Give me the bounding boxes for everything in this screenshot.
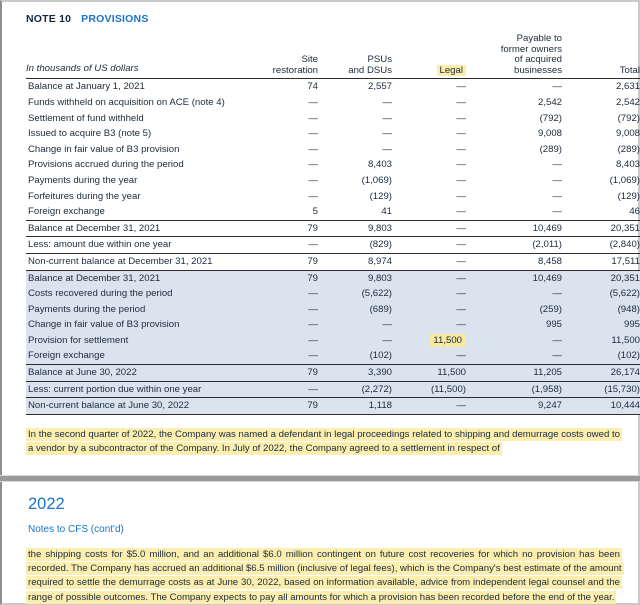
row-value: 10,469: [466, 220, 562, 237]
row-label: Funds withheld on acquisition on ACE (note 4): [28, 96, 225, 108]
year-label: 2022: [28, 495, 65, 513]
column-header-line: Payable to: [516, 33, 562, 44]
legal-proceedings-paragraph: [26, 428, 622, 456]
row-label: Balance at January 1, 2021: [26, 79, 244, 95]
row-value: —: [456, 206, 466, 218]
note-number: NOTE 10: [26, 13, 72, 25]
row-value: 17,511: [562, 253, 640, 270]
row-label: Provision for settlement: [26, 333, 244, 349]
row-label: Foreign exchange: [28, 206, 105, 218]
row-value: 2,542: [537, 96, 562, 108]
row-value: 5: [312, 206, 318, 218]
row-value: 11,500: [562, 333, 640, 349]
row-label: Less: current portion due within one year: [26, 381, 244, 398]
row-label: Costs recovered during the period: [26, 286, 244, 302]
row-value: (289): [617, 143, 640, 155]
row-value: —: [244, 333, 318, 349]
document-page-2: [0, 482, 640, 605]
row-value: 9,803: [318, 270, 392, 286]
row-value: —: [552, 206, 562, 218]
table-row: [26, 365, 640, 382]
row-value: —: [308, 143, 318, 155]
row-value: 11,205: [466, 365, 562, 382]
row-label: Non-current balance at June 30, 2022: [26, 398, 244, 415]
column-header-line: of acquired: [514, 54, 562, 66]
row-label: Payments during the year: [28, 174, 138, 186]
row-value: —: [392, 220, 466, 237]
row-value: 8,403: [367, 159, 392, 171]
row-value: (792): [539, 112, 562, 124]
row-value: 46: [629, 206, 640, 218]
row-value: —: [392, 270, 466, 286]
row-value: 41: [381, 206, 392, 218]
table-row: [26, 253, 640, 270]
row-value: (1,069): [361, 174, 392, 186]
row-value: —: [552, 159, 562, 171]
row-value: —: [456, 143, 466, 155]
table-row: [26, 237, 640, 254]
row-value: —: [466, 348, 562, 364]
note-title: PROVISIONS: [81, 13, 149, 25]
row-value: —: [382, 96, 392, 108]
row-value: —: [308, 96, 318, 108]
table-row: [26, 189, 640, 205]
row-label: Issued to acquire B3 (note 5): [28, 128, 152, 140]
table-row: [26, 333, 640, 349]
table-row: [26, 111, 640, 127]
column-header-total: [562, 34, 640, 79]
row-value: —: [466, 286, 562, 302]
row-value: —: [392, 302, 466, 318]
row-value: —: [318, 317, 392, 333]
row-value: (2,272): [318, 381, 392, 398]
table-row: [26, 270, 640, 286]
column-header-line: Total: [619, 64, 640, 76]
legal-header-highlight: Legal: [437, 65, 466, 76]
row-value: (129): [369, 190, 392, 202]
row-label: Balance at June 30, 2022: [26, 365, 244, 382]
row-value: —: [308, 159, 318, 171]
row-value: [392, 333, 466, 349]
row-value: —: [308, 112, 318, 124]
table-row: [26, 317, 640, 333]
row-value: —: [456, 112, 466, 124]
row-value: 9,008: [615, 128, 640, 140]
row-value: —: [392, 79, 466, 95]
row-value: 20,351: [562, 270, 640, 286]
row-value: 1,118: [318, 398, 392, 415]
row-value: (15,730): [562, 381, 640, 398]
column-header-legal: [392, 34, 466, 79]
row-value: —: [552, 174, 562, 186]
row-value: (289): [539, 143, 562, 155]
row-label: Change in fair value of B3 provision: [28, 143, 180, 155]
row-value: 9,803: [318, 220, 392, 237]
row-value: (102): [318, 348, 392, 364]
row-label: Settlement of fund withheld: [28, 112, 144, 124]
paragraph-highlight: In the second quarter of 2022, the Company was named a defendant in legal proceedings related to shipping and demurrage costs owed to a vendor by a subcontractor of the Company. In July of 2022, the Company agreed to a settlement in respect of: [28, 428, 620, 455]
row-value: —: [392, 317, 466, 333]
table-header: [26, 34, 640, 79]
table-row: [26, 126, 640, 142]
column-header-payable: [466, 34, 562, 79]
column-header-line: and DSUs: [348, 64, 392, 76]
row-value: (102): [562, 348, 640, 364]
row-label: Less: amount due within one year: [26, 237, 244, 254]
column-header-line: [392, 66, 466, 77]
row-value: 79: [244, 365, 318, 382]
table-row: [26, 204, 640, 220]
table-row: [26, 157, 640, 173]
row-value: (689): [318, 302, 392, 318]
row-value: —: [392, 237, 466, 254]
row-value: 8,403: [615, 159, 640, 171]
row-value: 9,247: [466, 398, 562, 415]
table-row: [26, 95, 640, 111]
row-value: —: [382, 112, 392, 124]
row-value: —: [392, 253, 466, 270]
row-value: —: [392, 286, 466, 302]
settlement-details-paragraph: [26, 548, 622, 605]
column-header-line: Site: [301, 54, 318, 66]
row-value: 10,469: [466, 270, 562, 286]
table-row: [26, 286, 640, 302]
row-value: 8,974: [318, 253, 392, 270]
row-value: 2,631: [562, 79, 640, 95]
row-value: —: [244, 286, 318, 302]
row-value: 20,351: [562, 220, 640, 237]
note-heading: [26, 2, 622, 25]
row-value: (2,840): [562, 237, 640, 254]
row-value: 79: [244, 220, 318, 237]
row-value: —: [456, 174, 466, 186]
row-value: (792): [617, 112, 640, 124]
row-value: (259): [466, 302, 562, 318]
row-value: 8,458: [466, 253, 562, 270]
table-row: [26, 220, 640, 237]
row-value: —: [552, 190, 562, 202]
row-value: —: [392, 398, 466, 415]
row-value: 26,174: [562, 365, 640, 382]
row-value: 995: [562, 317, 640, 333]
column-header-line: former owners: [500, 43, 562, 55]
table-row: [26, 381, 640, 398]
row-value: 79: [244, 270, 318, 286]
row-value: —: [466, 333, 562, 349]
row-value: 10,444: [562, 398, 640, 415]
row-label: Foreign exchange: [26, 348, 244, 364]
notes-continued-label: Notes to CFS (cont'd): [28, 524, 124, 535]
units-label: In thousands of US dollars: [26, 34, 244, 79]
row-label: Provisions accrued during the period: [28, 159, 184, 171]
table-row: [26, 348, 640, 364]
table-row: [26, 173, 640, 189]
row-value: —: [456, 159, 466, 171]
row-value: —: [244, 348, 318, 364]
provisions-table: [26, 34, 640, 415]
row-value: 11,500: [392, 365, 466, 382]
row-value: —: [318, 333, 392, 349]
row-value: —: [382, 143, 392, 155]
row-value: 2,557: [318, 79, 392, 95]
row-value: —: [456, 128, 466, 140]
table-row: [26, 79, 640, 95]
row-label: Non-current balance at December 31, 2021: [26, 253, 244, 270]
row-value: —: [244, 381, 318, 398]
table-row: [26, 398, 640, 415]
row-value: —: [382, 128, 392, 140]
row-value: 9,008: [537, 128, 562, 140]
paragraph-highlight: the shipping costs for $5.0 million, and an additional $6.0 million contingent on future cost recoveries for which no provision has been recorded. The Company has accrued an additional $6.5 million (inclusive of legal fees), which is the Company's best estimate of the amount required to settle the demurrage costs as at June 30, 2022, based on information available, advice from independent legal counsel and the range of possible outcomes. The Company expects to pay all amounts for which a provision has been recorded before the end of the year.: [28, 549, 622, 603]
row-value: —: [308, 128, 318, 140]
row-value: —: [456, 190, 466, 202]
row-value: —: [456, 96, 466, 108]
row-value: (829): [318, 237, 392, 254]
row-value: 995: [466, 317, 562, 333]
row-value: (5,622): [318, 286, 392, 302]
value-highlight: 11,500: [429, 334, 466, 347]
row-value: (1,069): [609, 174, 640, 186]
column-header-site: [244, 34, 318, 79]
row-value: 79: [244, 398, 318, 415]
row-label: Balance at December 31, 2021: [26, 270, 244, 286]
row-label: Forfeitures during the year: [28, 190, 141, 202]
table-row: [26, 142, 640, 158]
table-header-row: [26, 34, 640, 79]
row-value: —: [308, 190, 318, 202]
row-value: (1,958): [466, 381, 562, 398]
row-value: (948): [562, 302, 640, 318]
row-label: Balance at December 31, 2021: [26, 220, 244, 237]
table-row: [26, 302, 640, 318]
column-header-psus: [318, 34, 392, 79]
row-label: Payments during the period: [26, 302, 244, 318]
row-value: —: [392, 348, 466, 364]
column-header-line: businesses: [514, 64, 562, 76]
row-value: —: [244, 302, 318, 318]
row-value: (5,622): [562, 286, 640, 302]
row-label: Change in fair value of B3 provision: [26, 317, 244, 333]
table-body: [26, 79, 640, 414]
row-value: 79: [244, 253, 318, 270]
row-value: —: [244, 237, 318, 254]
column-header-line: PSUs: [367, 54, 392, 66]
row-value: 2,542: [615, 96, 640, 108]
row-value: 74: [244, 79, 318, 95]
row-value: (11,500): [392, 381, 466, 398]
row-value: (2,011): [466, 237, 562, 254]
row-value: —: [244, 317, 318, 333]
column-header-line: restoration: [272, 64, 318, 76]
row-value: (129): [617, 190, 640, 202]
row-value: —: [466, 79, 562, 95]
row-value: —: [308, 174, 318, 186]
row-value: 3,390: [318, 365, 392, 382]
